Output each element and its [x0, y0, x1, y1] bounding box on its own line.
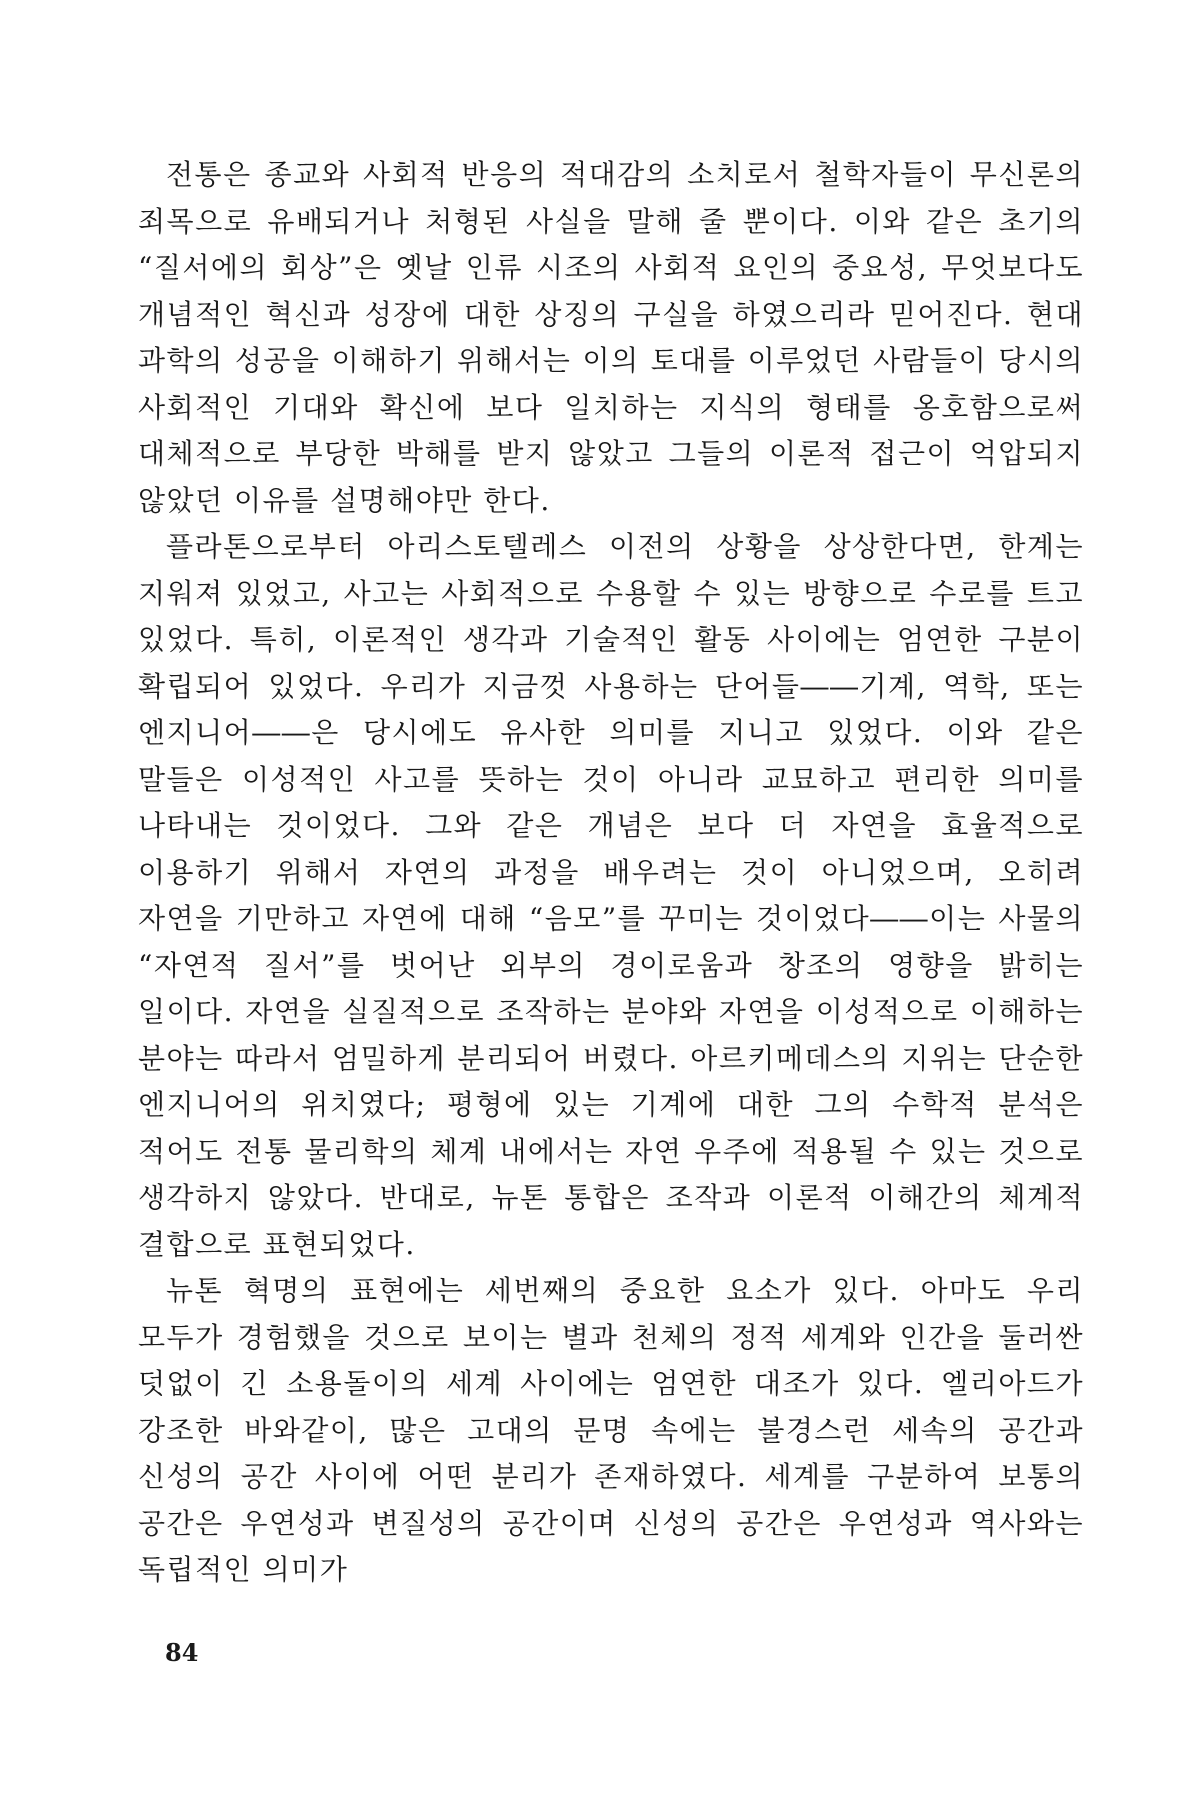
paragraph-3: 뉴톤 혁명의 표현에는 세번째의 중요한 요소가 있다. 아마도 우리 모두가 경험했을 것으로 보이는 별과 천체의 정적 세계와 인간을 둘러싼 덧없이 긴 소용돌이의 세계 사이에는 엄연한 대조가 있다. 엘리아드가 강조한 바와같이, 많은 고대의 문명 속에는 불경스런 세속의 공간과 신성의 공간 사이에 어떤 분리가 존재하였다. 세계를 구분하여 보통의 공간은 우연성과 변질성의 공간이며 신성의 공간은 우연성과 역사와는 독립적인 의미가	[138, 1274, 1084, 1586]
paragraph-2: 플라톤으로부터 아리스토텔레스 이전의 상황을 상상한다면, 한계는 지워져 있었고, 사고는 사회적으로 수용할 수 있는 방향으로 수로를 트고 있었다. 특히, 이론적인 생각과 기술적인 활동 사이에는 엄연한 구분이 확립되어 있었다. 우리가 지금껏 사용하는 단어들――기계, 역학, 또는 엔지니어――은 당시에도 유사한 의미를 지니고 있었다. 이와 같은 말들은 이성적인 사고를 뜻하는 것이 아니라 교묘하고 편리한 의미를 나타내는 것이었다. 그와 같은 개념은 보다 더 자연을 효율적으로 이용하기 위해서 자연의 과정을 배우려는 것이 아니었으며, 오히려 자연을 기만하고 자연에 대해 “음모”를 꾸미는 것이었다――이는 사물의 “자연적 질서”를 벗어난 외부의 경이로움과 창조의 영향을 밝히는 일이다. 자연을 실질적으로 조작하는 분야와 자연을 이성적으로 이해하는 분야는 따라서 엄밀하게 분리되어 버렸다. 아르키메데스의 지위는 단순한 엔지니어의 위치였다; 평형에 있는 기계에 대한 그의 수학적 분석은 적어도 전통 물리학의 체계 내에서는 자연 우주에 적용될 수 있는 것으로 생각하지 않았다. 반대로, 뉴톤 통합은 조작과 이론적 이해간의 체계적 결합으로 표현되었다.	[138, 530, 1084, 1261]
page-number: 84	[165, 1638, 199, 1667]
body-text	[138, 152, 1084, 1594]
paragraph-1: 전통은 종교와 사회적 반응의 적대감의 소치로서 철학자들이 무신론의 죄목으로 유배되거나 처형된 사실을 말해 줄 뿐이다. 이와 같은 초기의 “질서에의 회상”은 옛날 인류 시조의 사회적 요인의 중요성, 무엇보다도 개념적인 혁신과 성장에 대한 상징의 구실을 하였으리라 믿어진다. 현대 과학의 성공을 이해하기 위해서는 이의 토대를 이루었던 사람들이 당시의 사회적인 기대와 확신에 보다 일치하는 지식의 형태를 옹호함으로써 대체적으로 부당한 박해를 받지 않았고 그들의 이론적 접근이 억압되지 않았던 이유를 설명해야만 한다.	[138, 158, 1084, 517]
